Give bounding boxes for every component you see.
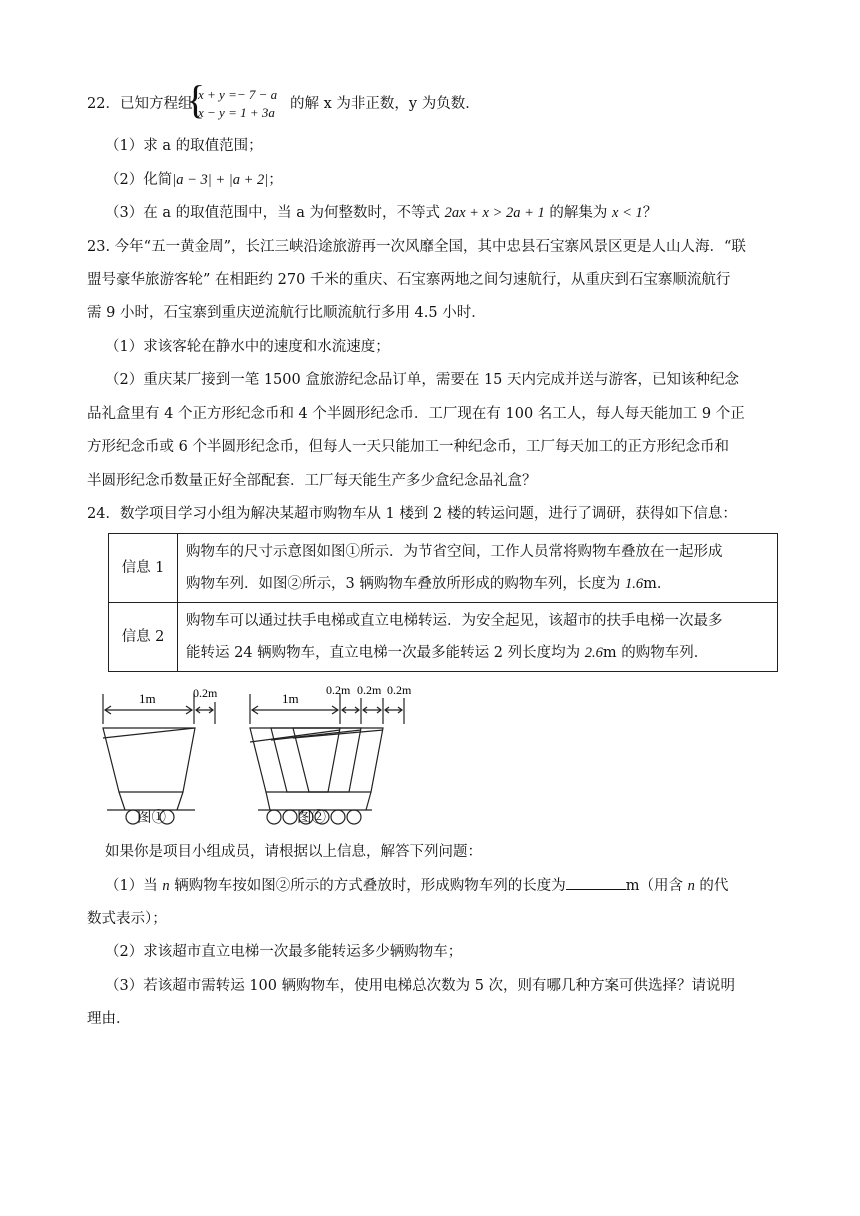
q24-part1-text: 辆购物车按如图②所示的方式叠放时，形成购物车列的长度为 xyxy=(169,878,566,894)
q24-part1-var-n2: n xyxy=(687,878,695,894)
q24-intro: 24．数学项目学习小组为解决某超市购物车从 1 楼到 2 楼的转运问题，进行了调研，获得如下信息： xyxy=(87,506,737,522)
q24-part1-line2: 数式表示）； xyxy=(87,911,167,927)
q24-part1-line1 xyxy=(105,875,728,896)
q24-part1-text2: 的代 xyxy=(694,878,729,894)
fig2-wheel-2-icon xyxy=(283,810,297,824)
fig2-leg-right xyxy=(366,792,371,810)
fig2-label-02m-c: 0.2m xyxy=(387,683,412,697)
q22-stem xyxy=(87,94,192,114)
fig1-label-1m: 1m xyxy=(139,691,156,706)
info2-length-value: 2.6 xyxy=(584,645,603,661)
q22-part2-label: （2）化简 xyxy=(105,172,173,188)
q23-stem-line1: 23. 今年“五一黄金周”，长江三峡沿途旅游再一次风靡全国，其中忠县石宝寨风景区更是人山人海．“联 xyxy=(87,239,746,255)
q22-part3-text2: 的解集为 xyxy=(544,205,613,221)
info1-line1: 购物车的尺寸示意图如图①所示．为节省空间，工作人员常将购物车叠放在一起形成 xyxy=(186,544,723,560)
q22-part3 xyxy=(105,203,657,223)
fig1-cart-basket xyxy=(103,728,195,792)
fig1-cart-rim xyxy=(103,728,195,738)
q22-part2-end: ； xyxy=(268,172,283,188)
q22-prefix: 22．已知方程组 xyxy=(87,96,193,112)
info2-line2-text: 能转运 24 辆购物车，直立电梯一次最多能转运 2 列长度均为 xyxy=(186,645,585,661)
q24-part3-line2: 理由． xyxy=(87,1011,131,1027)
fig2-caption: 图② xyxy=(297,810,326,826)
q22-part2-expr: |a − 3| + |a + 2| xyxy=(172,172,269,188)
info-row-1 xyxy=(109,534,778,603)
q22-eq1: x + y =− 7 − a xyxy=(198,87,278,102)
fig2-wheel-5-icon xyxy=(331,810,345,824)
q24-part1-var-n: n xyxy=(162,878,170,894)
info-row-2 xyxy=(109,603,778,672)
q24-part2: （2）求该超市直立电梯一次最多能转运多少辆购物车； xyxy=(105,944,463,960)
fig2-label-02m-b: 0.2m xyxy=(357,683,382,697)
fig2-label-02m-a: 0.2m xyxy=(326,683,351,697)
q23-part2-line2: 品礼盒里有 4 个正方形纪念币和 4 个半圆形纪念币．工厂现在有 100 名工人，每人每天能加工 9 个正 xyxy=(87,406,745,422)
q23-part2-line3: 方形纪念币或 6 个半圆形纪念币，但每人一天只能加工一种纪念币，工厂每天加工的正方形纪念币和 xyxy=(87,439,729,455)
q22-part3-inequality: 2ax + x > 2a + 1 xyxy=(444,205,545,221)
fig2-rim-2 xyxy=(271,730,361,740)
fig2-label-1m: 1m xyxy=(282,691,299,706)
q23-stem-line3: 需 9 小时，石宝寨到重庆逆流航行比顺流航行多用 4.5 小时． xyxy=(87,305,486,321)
info1-length-value: 1.6 xyxy=(624,576,644,592)
info1-key: 信息 1 xyxy=(109,534,178,603)
info1-line2-text: 购物车列．如图②所示，3 辆购物车叠放所形成的购物车列，长度为 xyxy=(186,576,625,592)
info1-line2 xyxy=(186,568,769,600)
fig2-wheel-6-icon xyxy=(347,810,361,824)
answer-blank[interactable] xyxy=(566,875,626,890)
left-brace-icon: { xyxy=(186,77,206,122)
q22-part1: （1）求 a 的取值范围； xyxy=(105,138,263,154)
info1-value xyxy=(178,534,778,603)
q22-eq2: x − y = 1 + 3a xyxy=(198,105,275,120)
q23-part2-line4: 半圆形纪念币数量正好全部配套．工厂每天能生产多少盒纪念品礼盒？ xyxy=(87,473,537,489)
q22-suffix: 的解 x 为非正数，y 为负数． xyxy=(290,96,480,112)
fig1-label-02m: 0.2m xyxy=(193,686,218,700)
q23-stem-line2: 盟号豪华旅游客轮” 在相距约 270 千米的重庆、石宝寨两地之间匀速航行，从重庆到石宝寨顺流航行 xyxy=(87,272,731,288)
info2-line2-unit: m 的购物车列． xyxy=(602,645,709,661)
q23-part2-line1: （2）重庆某厂接到一笔 1500 盒旅游纪念品订单，需要在 15 天内完成并送与游客，已知该种纪念 xyxy=(105,372,740,388)
fig2-leg-left xyxy=(266,792,270,810)
info-table xyxy=(108,533,778,672)
fig2-wheel-1-icon xyxy=(267,810,281,824)
fig1-leg-right xyxy=(177,792,183,810)
info2-value xyxy=(178,603,778,672)
q22-part2 xyxy=(105,170,283,190)
q24-part1-unit: m（用含 xyxy=(625,878,688,894)
info2-line2 xyxy=(186,637,769,669)
fig2-rim-1 xyxy=(250,730,340,742)
q22-equation-system xyxy=(186,77,296,126)
fig1-caption: 图① xyxy=(137,810,166,826)
q24-part1-label: （1）当 xyxy=(105,878,163,894)
info1-line2-unit: m． xyxy=(643,576,672,592)
info2-line1: 购物车可以通过扶手电梯或直立电梯转运．为安全起见，该超市的扶手电梯一次最多 xyxy=(186,613,723,629)
q22-part3-end: ？ xyxy=(642,205,658,221)
q22-part3-solution: x < 1 xyxy=(612,205,643,221)
info2-key: 信息 2 xyxy=(109,603,178,672)
q24-part3-line1: （3）若该超市需转运 100 辆购物车，使用电梯总次数为 5 次，则有哪几种方案可供选择？请说明 xyxy=(105,978,736,994)
q22-part3-text: （3）在 a 的取值范围中，当 a 为何整数时，不等式 xyxy=(105,205,445,221)
figure-2-cart-row xyxy=(240,680,420,830)
q24-prompt: 如果你是项目小组成员，请根据以上信息，解答下列问题： xyxy=(105,844,482,860)
fig1-leg-left xyxy=(119,792,125,810)
q23-part1: （1）求该客轮在静水中的速度和水流速度； xyxy=(105,339,390,355)
